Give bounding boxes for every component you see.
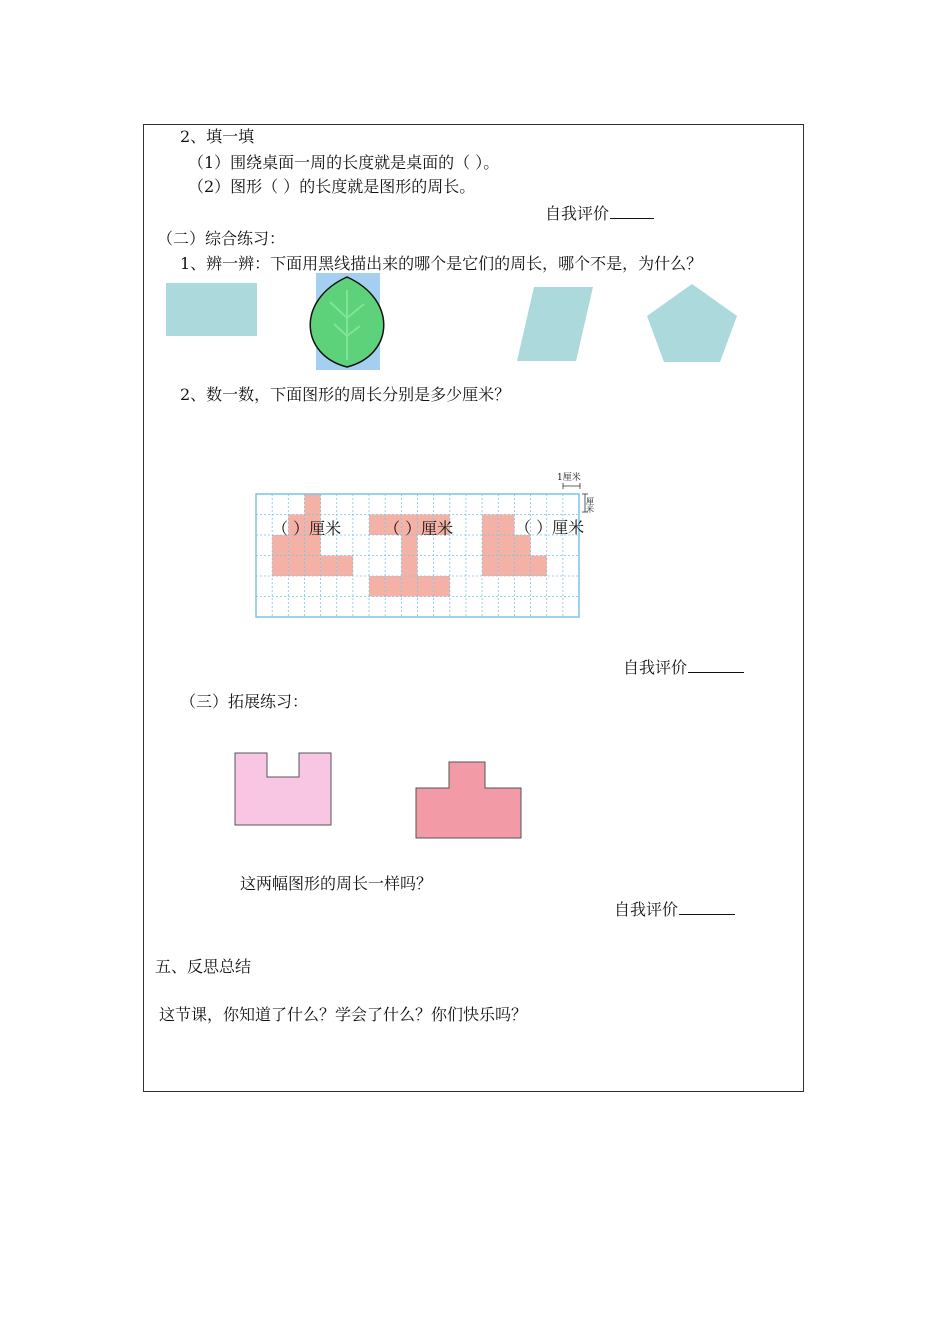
fill-question-2: （2）图形（ ）的长度就是图形的周长。 (188, 177, 476, 196)
self-eval-2: 自我评价 (623, 658, 744, 678)
scale-label-v: 厘米 (585, 497, 595, 513)
extend-title: （三）拓展练习： (180, 692, 309, 711)
self-eval-blank[interactable] (679, 900, 735, 915)
self-eval-3: 自我评价 (614, 900, 735, 920)
extend-question: 这两幅图形的周长一样吗？ (240, 874, 433, 893)
answer-label-3: （ ）厘米 (515, 518, 585, 537)
self-eval-1: 自我评价 (545, 204, 654, 224)
summary-question: 这节课，你知道了什么？学会了什么？你们快乐吗？ (159, 1005, 528, 1024)
fill-title: 2、填一填 (180, 127, 255, 146)
practice-question-2: 2、数一数，下面图形的周长分别是多少厘米？ (180, 385, 511, 404)
fill-question-1: （1）围绕桌面一周的长度就是桌面的（ ）。 (188, 153, 500, 172)
answer-label-2: （ ）厘米 (384, 519, 454, 538)
practice-title: （二）综合练习： (157, 229, 286, 248)
pink-notched-shape (235, 753, 331, 825)
red-stepped-shape (416, 762, 521, 838)
summary-title: 五、反思总结 (155, 957, 252, 976)
practice-question-1: 1、辨一辨：下面用黑线描出来的哪个是它们的周长，哪个不是，为什么？ (180, 254, 703, 273)
answer-label-1: （ ）厘米 (272, 519, 342, 538)
scale-label-h: 1厘米 (557, 473, 581, 483)
